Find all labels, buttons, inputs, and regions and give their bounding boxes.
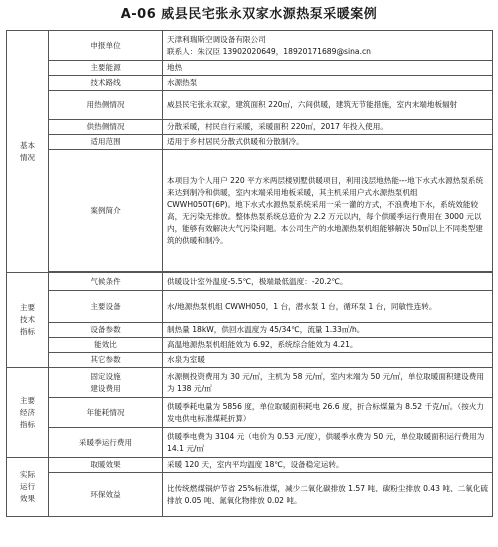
row-scope: [7, 135, 493, 150]
row-applicant: [7, 31, 493, 61]
applicant-contact: 联系人：朱汉臣 13902020649，18920171689@sina.cn: [167, 46, 371, 56]
label-applicant: 申报单位: [49, 31, 163, 61]
value-device-params: 制热量 18kW，供回水温度为 45/34℃，流量 1.33㎥/h。: [163, 323, 493, 338]
label-demand-side: 用热侧情况: [49, 91, 163, 120]
row-other: [7, 353, 493, 368]
section-basic-l1: 基本: [19, 140, 36, 150]
section-tech-l1: 主要: [19, 303, 36, 312]
value-tech-route: 水源热泵: [163, 76, 493, 91]
section-tech-l3: 指标: [19, 327, 36, 336]
row-annual-energy: [7, 398, 493, 428]
row-device-params: [7, 323, 493, 338]
label-tech-route: 技术路线: [49, 76, 163, 91]
section-econ-l2: 经济: [19, 407, 36, 417]
section-ops-l2: 运行: [19, 482, 36, 491]
value-capex: 水源侧投资费用为 30 元/㎡，主机为 58 元/㎡，室内末端为 50 元/㎡，单位取暖面积建设费用为 138 元/㎡: [163, 368, 493, 398]
value-applicant: [163, 31, 493, 61]
label-device-params: 设备参数: [49, 323, 163, 338]
value-other: 水泉为室暖: [163, 353, 493, 368]
label-climate: 气候条件: [49, 273, 163, 291]
section-basic-l2: 情况: [19, 152, 36, 162]
row-supply-side: [7, 120, 493, 135]
label-scope: 适用范围: [49, 135, 163, 150]
section-ops-l3: 效果: [19, 494, 36, 503]
label-other: 其它参数: [49, 353, 163, 368]
page-title: A-06 威县民宅张永双家水源热泵采暖案例: [120, 7, 378, 22]
value-env-benefit: 比传统燃煤锅炉节省 25%标准煤，减少二氧化碳排放 1.57 吨、碳粉尘排放 0.43 吨、二氧化硫排放 0.05 吨、氮氧化物排放 0.02 吨。: [163, 473, 493, 517]
applicant-name: 天津利瑞斯空调设备有限公司: [167, 34, 266, 44]
value-heating-effect: 采暖 120 天，室内平均温度 18℃，设备稳定运转。: [163, 458, 493, 473]
row-capex: [7, 368, 493, 398]
label-capex: 固定设施 建设费用: [49, 368, 163, 398]
row-heating-effect: [7, 458, 493, 473]
section-tech-l2: 技术: [19, 315, 36, 324]
value-case-intro: 本项目为个人用户 220 平方米两层楼别墅供暖项目，利用浅层地热能---地下水式水源热泵系统来达到制冷和供暖，室内末端采用地板采暖，其主机采用户式水源热泵机组 CWWH050T(6P)。地下水式水源热泵系统采用一采一灌的方式，不浪费地下水，系统效能较高，无污染无排放。整体热泵系统总造价为 2.2 万元以内，每个供暖季运行费用在 3000 元以内，能够有效解决大气污染问题。本公司生产的水地源热泵机组能够解决 50㎡以上不同类型建筑的供暖和制冷。: [163, 150, 493, 272]
row-main-source: [7, 61, 493, 76]
value-opex: 供暖季电费为 3104 元（电价为 0.53 元/度），供暖季水费为 50 元，单位取暖面积运行费用为 14.1 元/㎡: [163, 428, 493, 458]
label-annual-energy: 年能耗情况: [49, 398, 163, 428]
value-efficiency: 高温地源热泵机组能效为 6.92，系统综合能效为 4.21。: [163, 338, 493, 353]
row-tech-route: [7, 76, 493, 91]
label-env-benefit: 环保效益: [49, 473, 163, 517]
section-econ-l1: 主要: [19, 395, 36, 405]
value-equipment: 水/地源热泵机组 CWWH050，1 台，潜水泵 1 台，循环泵 1 台，同敏性连转。: [163, 291, 493, 323]
section-ops-l1: 实际: [19, 470, 36, 479]
value-main-source: 地热: [163, 61, 493, 76]
section-econ: [7, 368, 49, 458]
section-ops: [7, 458, 49, 517]
row-efficiency: [7, 338, 493, 353]
row-climate: [7, 273, 493, 291]
section-econ-l3: 指标: [19, 419, 36, 429]
row-equipment: [7, 291, 493, 323]
row-opex: [7, 428, 493, 458]
value-annual-energy: 供暖季耗电量为 5856 度，单位取暖面积耗电 26.6 度，折合标煤量为 8.52 千克/㎡。（按火力发电供电标准煤耗折算）: [163, 398, 493, 428]
label-main-source: 主要能源: [49, 61, 163, 76]
row-case-intro: [7, 150, 493, 272]
value-supply-side: 分散采暖，村民自行采暖，采暖面积 220㎡，2017 年投入使用。: [163, 120, 493, 135]
value-demand-side: 威县民宅张永双家，建筑面积 220㎡，六间供暖，建筑无节能措施，室内末端地板辐射: [163, 91, 493, 120]
label-opex: 采暖季运行费用: [49, 428, 163, 458]
label-supply-side: 供热侧情况: [49, 120, 163, 135]
row-env-benefit: [7, 473, 493, 517]
label-heating-effect: 取暖效果: [49, 458, 163, 473]
label-efficiency: 能效比: [49, 338, 163, 353]
label-equipment: 主要设备: [49, 291, 163, 323]
value-climate: 供暖设计室外温度-5.5℃，极端最低温度：-20.2℃。: [163, 273, 493, 291]
row-demand-side: [7, 91, 493, 120]
section-basic: [7, 31, 49, 273]
case-table: [6, 30, 493, 517]
label-case-intro: 案例简介: [49, 150, 163, 272]
section-tech: [7, 273, 49, 368]
value-scope: 适用于乡村居民分散式供暖和分散制冷。: [163, 135, 493, 150]
